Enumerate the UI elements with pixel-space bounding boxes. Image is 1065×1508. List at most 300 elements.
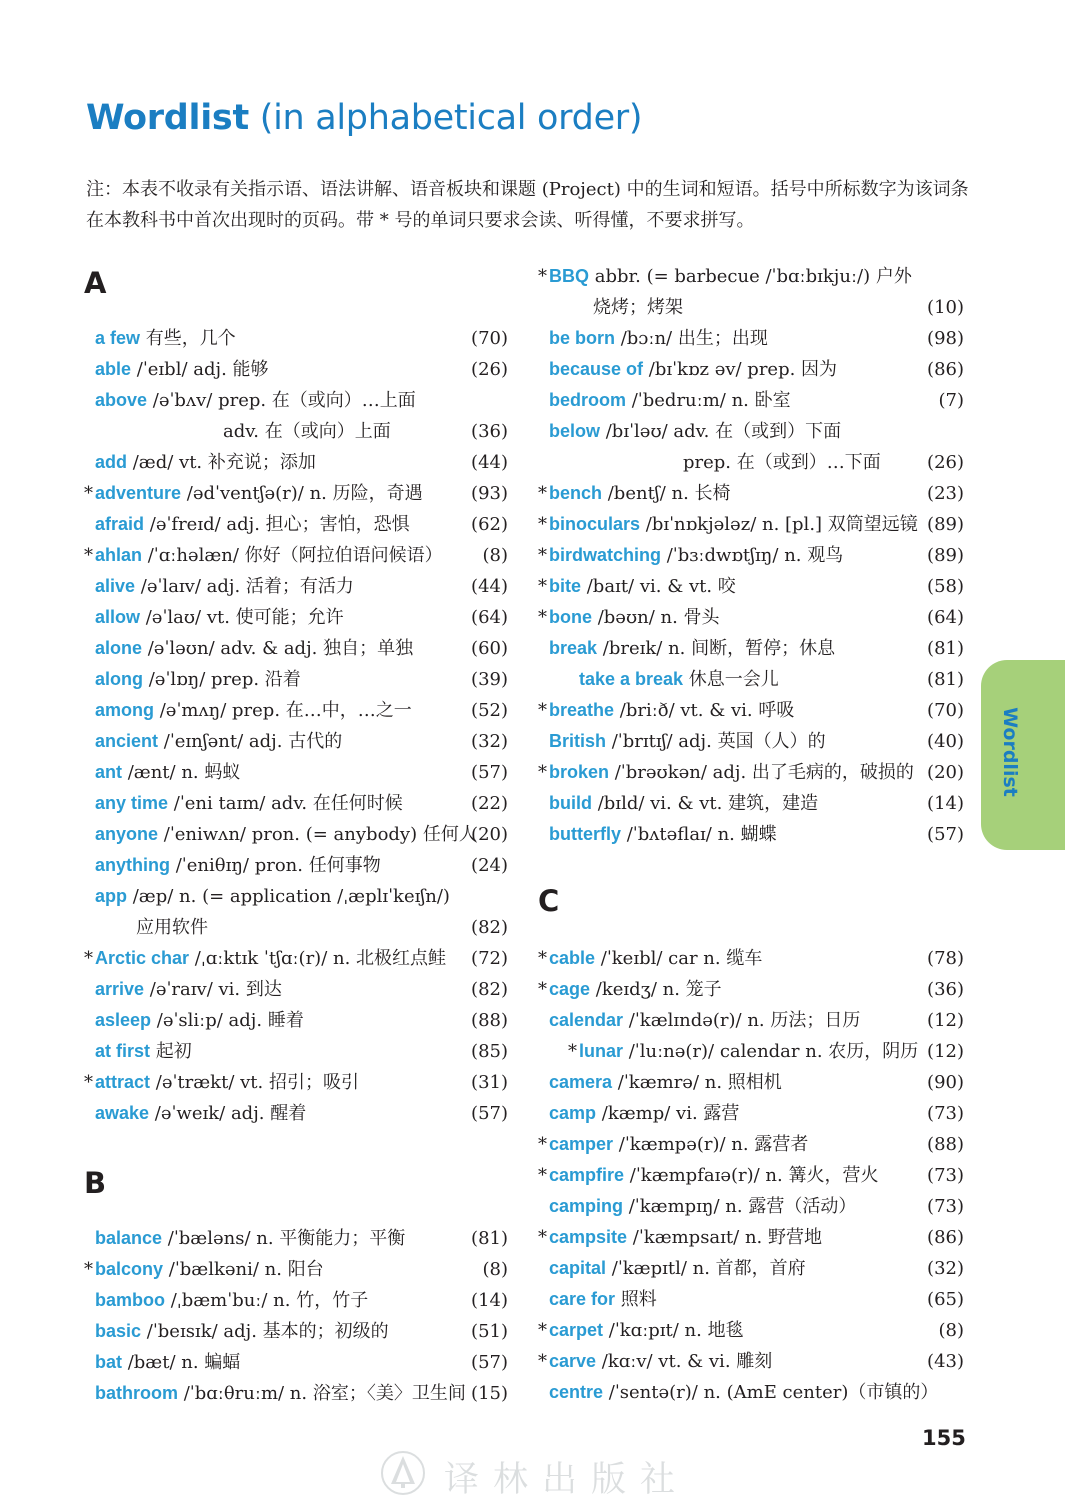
entry-definition: /ˈbrɪtɪʃ/ adj. 英国（人）的	[606, 731, 826, 752]
entry-page: (78)	[927, 948, 964, 969]
entry-page: (15)	[471, 1383, 508, 1404]
entry-definition: /ˈbedruːm/ n. 卧室	[626, 390, 791, 411]
entry-page: (20)	[471, 824, 508, 845]
entry-body	[95, 943, 446, 974]
entry-page: (81)	[927, 638, 964, 659]
headword: carve	[549, 1351, 597, 1371]
entry-definition: /keɪdʒ/ n. 笼子	[590, 979, 722, 1000]
section-letter: C	[538, 884, 560, 918]
entry-body	[549, 571, 736, 602]
headword: centre	[549, 1382, 604, 1402]
entry-definition: /kæmp/ vi. 露营	[596, 1103, 740, 1124]
entry-body	[549, 1191, 856, 1222]
entry-definition: /ədˈventʃə(r)/ n. 历险，奇遇	[181, 483, 423, 504]
headword: add	[95, 452, 128, 472]
headword: butterfly	[549, 824, 621, 844]
entry-body	[549, 509, 918, 540]
star-mark-icon: *	[84, 483, 93, 504]
entry-body	[95, 850, 381, 881]
entry-page: (65)	[927, 1289, 964, 1310]
wordlist-entry	[84, 1378, 508, 1409]
headword: cage	[549, 979, 591, 999]
entry-definition: /ˈbɜːdwɒtʃɪŋ/ n. 观鸟	[661, 545, 844, 566]
wordlist-entry	[84, 447, 508, 478]
entry-page: (85)	[471, 1041, 508, 1062]
headword: bathroom	[95, 1383, 178, 1403]
page-number: 155	[922, 1426, 966, 1450]
headword: any time	[95, 793, 169, 813]
entry-body	[549, 788, 818, 819]
section-letter: B	[84, 1166, 107, 1200]
entry-definition: /ˈeɪnʃənt/ adj. 古代的	[158, 731, 343, 752]
entry-page: (57)	[471, 1103, 508, 1124]
continuation-text: prep. 在（或到）…下面	[683, 452, 881, 473]
wordlist-entry	[538, 416, 964, 447]
headword: carpet	[549, 1320, 604, 1340]
entry-page: (81)	[927, 669, 964, 690]
headword: able	[95, 359, 132, 379]
star-mark-icon: *	[538, 1165, 547, 1186]
wordlist-entry	[538, 726, 964, 757]
wordlist-entry	[84, 1223, 508, 1254]
entry-definition: /əˈraɪv/ vi. 到达	[144, 979, 282, 1000]
entry-body	[95, 385, 416, 416]
headword: campsite	[549, 1227, 628, 1247]
entry-page: (70)	[927, 700, 964, 721]
star-mark-icon: *	[538, 1351, 547, 1372]
entry-continuation	[84, 416, 508, 447]
entry-body	[549, 323, 768, 354]
headword: above	[95, 390, 148, 410]
entry-continuation	[84, 912, 508, 943]
entry-body	[579, 1036, 918, 1067]
entry-body	[95, 757, 240, 788]
entry-body	[95, 323, 236, 354]
entry-body	[549, 416, 841, 447]
entry-definition: abbr. (= barbecue /ˈbɑːbɪkjuː/) 户外	[589, 266, 912, 287]
entry-page: (82)	[471, 979, 508, 1000]
wordlist-entry	[538, 1377, 964, 1408]
entry-body	[95, 1098, 306, 1129]
entry-body	[579, 664, 779, 695]
entry-definition: /ænt/ n. 蚂蚁	[122, 762, 241, 783]
entry-page: (36)	[471, 421, 508, 442]
headword: app	[95, 886, 128, 906]
entry-body	[95, 571, 354, 602]
wordlist-entry	[538, 602, 964, 633]
entry-definition: /ˈsentə(r)/ n. (AmE center)（市镇的）	[603, 1382, 939, 1403]
entry-page: (7)	[938, 390, 964, 411]
star-mark-icon: *	[538, 700, 547, 721]
entry-definition: /əˈbʌv/ prep. 在（或向）…上面	[147, 390, 416, 411]
entry-definition: 照料	[615, 1289, 657, 1310]
wordlist-entry	[84, 1005, 508, 1036]
entry-page: (24)	[471, 855, 508, 876]
entry-page: (93)	[471, 483, 508, 504]
entry-definition: /əˈsliːp/ adj. 睡着	[151, 1010, 304, 1031]
headword: attract	[95, 1072, 151, 1092]
wordlist-entry	[84, 385, 508, 416]
entry-page: (86)	[927, 1227, 964, 1248]
star-mark-icon: *	[538, 545, 547, 566]
entry-definition: /ˈbeɪsɪk/ adj. 基本的；初级的	[141, 1321, 389, 1342]
publisher-watermark	[378, 1448, 698, 1498]
page-title	[86, 98, 642, 138]
wordlist-entry	[84, 323, 508, 354]
headword: lunar	[579, 1041, 624, 1061]
entry-body	[95, 1067, 359, 1098]
entry-page: (57)	[471, 762, 508, 783]
entry-page: (23)	[927, 483, 964, 504]
entry-page: (44)	[471, 452, 508, 473]
headword: bamboo	[95, 1290, 165, 1310]
wordlist-entry	[84, 788, 508, 819]
entry-page: (44)	[471, 576, 508, 597]
wordlist-entry	[84, 1347, 508, 1378]
entry-page: (82)	[471, 917, 508, 938]
entry-body	[95, 881, 450, 912]
entry-page: (14)	[927, 793, 964, 814]
entry-definition: /əˈlaʊ/ vt. 使可能；允许	[140, 607, 344, 628]
headword: alive	[95, 576, 136, 596]
entry-body	[549, 540, 843, 571]
entry-page: (57)	[927, 824, 964, 845]
headword: broken	[549, 762, 610, 782]
entry-definition: /æp/ n. (= application /ˌæplɪˈkeɪʃn/)	[127, 886, 450, 907]
wordlist-entry	[84, 478, 508, 509]
entry-page: (60)	[471, 638, 508, 659]
title-bold: Wordlist	[86, 98, 249, 138]
entry-page: (86)	[927, 359, 964, 380]
entry-page: (26)	[927, 452, 964, 473]
entry-page: (32)	[927, 1258, 964, 1279]
wordlist-entry	[84, 726, 508, 757]
entry-body	[549, 1377, 938, 1408]
headword: British	[549, 731, 607, 751]
wordlist-entry	[538, 1315, 964, 1346]
continuation-text: 烧烤；烤架	[593, 297, 683, 318]
entry-body	[549, 1160, 878, 1191]
star-mark-icon: *	[538, 1227, 547, 1248]
entry-page: (88)	[471, 1010, 508, 1031]
entry-body	[549, 757, 914, 788]
entry-page: (64)	[927, 607, 964, 628]
headword: capital	[549, 1258, 607, 1278]
headword: awake	[95, 1103, 150, 1123]
entry-definition: /ˈkæpɪtl/ n. 首都，首府	[606, 1258, 806, 1279]
wordlist-entry	[538, 385, 964, 416]
headword: anything	[95, 855, 170, 875]
headword: care for	[549, 1289, 616, 1309]
entry-page: (14)	[471, 1290, 508, 1311]
wordlist-entry	[538, 695, 964, 726]
entry-body	[549, 1315, 744, 1346]
entry-body	[95, 1254, 324, 1285]
entry-body	[549, 602, 720, 633]
intro-note: 注：本表不收录有关指示语、语法讲解、语音板块和课题 (Project) 中的生词和短语。括号中所标数字为该词条在本教科书中首次出现时的页码。带 * 号的单词只要求会读、听得懂，不要求拼写。	[86, 179, 969, 231]
headword: at first	[95, 1041, 151, 1061]
entry-page: (73)	[927, 1165, 964, 1186]
entry-definition: /ˌɑːktɪk ˈtʃɑː(r)/ n. 北极红点鲑	[189, 948, 447, 969]
headword: birdwatching	[549, 545, 661, 565]
entry-definition: /ˈeniθɪŋ/ pron. 任何事物	[170, 855, 381, 876]
entry-page: (73)	[927, 1103, 964, 1124]
entry-definition: 休息一会儿	[683, 669, 779, 690]
headword: bench	[549, 483, 603, 503]
entry-definition: /əˈweɪk/ adj. 醒着	[149, 1103, 307, 1124]
wordlist-entry	[538, 571, 964, 602]
entry-page: (72)	[471, 948, 508, 969]
headword: build	[549, 793, 592, 813]
entry-definition: /bəʊn/ n. 骨头	[592, 607, 720, 628]
entry-page: (70)	[471, 328, 508, 349]
entry-body	[95, 1347, 240, 1378]
entry-body	[95, 664, 301, 695]
headword: alone	[95, 638, 143, 658]
entry-body	[549, 819, 777, 850]
entry-page: (22)	[471, 793, 508, 814]
entry-definition: /ˈkæmrə/ n. 照相机	[612, 1072, 782, 1093]
star-mark-icon: *	[538, 514, 547, 535]
entry-page: (73)	[927, 1196, 964, 1217]
headword: Arctic char	[95, 948, 190, 968]
entry-body	[95, 354, 269, 385]
wordlist-entry	[84, 509, 508, 540]
entry-page: (90)	[927, 1072, 964, 1093]
entry-page: (89)	[927, 545, 964, 566]
entry-page: (12)	[927, 1041, 964, 1062]
headword: bedroom	[549, 390, 627, 410]
entry-definition: /ˈeni taɪm/ adv. 在任何时候	[168, 793, 403, 814]
entry-definition: /bɪˈnɒkjələz/ n. [pl.] 双筒望远镜	[640, 514, 918, 535]
entry-definition: /ˈkæmpsaɪt/ n. 野营地	[627, 1227, 822, 1248]
wordlist-entry	[84, 695, 508, 726]
wordlist-entry	[538, 788, 964, 819]
star-mark-icon: *	[84, 545, 93, 566]
headword: camera	[549, 1072, 613, 1092]
entry-body	[549, 261, 912, 292]
headword: bone	[549, 607, 592, 627]
wordlist-entry	[84, 540, 508, 571]
headword: bat	[95, 1352, 122, 1372]
entry-page: (51)	[471, 1321, 508, 1342]
headword: allow	[95, 607, 141, 627]
wordlist-entry	[538, 1129, 964, 1160]
entry-definition: /ˈkeɪbl/ car n. 缆车	[595, 948, 763, 969]
entry-body	[95, 788, 403, 819]
entry-page: (8)	[482, 1259, 508, 1280]
wordlist-entry	[84, 819, 508, 850]
star-mark-icon: *	[84, 948, 93, 969]
wordlist-entry	[84, 664, 508, 695]
headword: calendar	[549, 1010, 624, 1030]
entry-definition: /bæt/ n. 蝙蝠	[122, 1352, 241, 1373]
entry-definition: /ˈbʌtəflaɪ/ n. 蝴蝶	[621, 824, 777, 845]
wordlist-entry	[84, 1067, 508, 1098]
wordlist-entry	[538, 974, 964, 1005]
entry-definition: /ˈbæləns/ n. 平衡能力；平衡	[162, 1228, 406, 1249]
wordlist-entry	[568, 1036, 964, 1067]
wordlist-entry	[538, 509, 964, 540]
entry-page: (43)	[927, 1351, 964, 1372]
continuation-text: 应用软件	[136, 917, 208, 938]
entry-definition: /briːð/ vt. & vi. 呼吸	[614, 700, 795, 721]
entry-body	[549, 1005, 860, 1036]
headword: along	[95, 669, 143, 689]
entry-page: (88)	[927, 1134, 964, 1155]
headword: breathe	[549, 700, 615, 720]
wordlist-entry	[538, 1284, 964, 1315]
entry-body	[95, 633, 413, 664]
entry-body	[95, 1316, 389, 1347]
entry-definition: /baɪt/ vi. & vt. 咬	[581, 576, 736, 597]
entry-body	[549, 726, 826, 757]
headword: ant	[95, 762, 122, 782]
entry-definition: /əˈfreɪd/ adj. 担心；害怕，恐惧	[144, 514, 410, 535]
entry-continuation	[538, 447, 964, 478]
entry-page: (26)	[471, 359, 508, 380]
entry-body	[95, 1378, 466, 1409]
entry-page: (20)	[927, 762, 964, 783]
wordlist-entry	[84, 850, 508, 881]
title-rest: (in alphabetical order)	[248, 98, 643, 138]
entry-body	[95, 602, 344, 633]
entry-definition: /əˈmʌŋ/ prep. 在…中，…之一	[154, 700, 412, 721]
star-mark-icon: *	[538, 979, 547, 1000]
watermark-text: 译林出版社	[444, 1460, 690, 1500]
wordlist-entry	[84, 974, 508, 1005]
wordlist-entry	[538, 1191, 964, 1222]
entry-page: (89)	[927, 514, 964, 535]
entry-body	[549, 478, 731, 509]
entry-definition: /bɪld/ vi. & vt. 建筑，建造	[592, 793, 819, 814]
entry-body	[95, 695, 412, 726]
entry-body	[95, 1005, 304, 1036]
entry-body	[549, 1346, 772, 1377]
wordlist-entry	[84, 1036, 508, 1067]
entry-page: (40)	[927, 731, 964, 752]
wordlist-entry	[84, 1316, 508, 1347]
entry-body	[95, 726, 342, 757]
wordlist-entry	[538, 1005, 964, 1036]
wordlist-entry	[84, 1285, 508, 1316]
headword: break	[549, 638, 598, 658]
entry-definition: /ˈɑːhəlæn/ 你好（阿拉伯语问候语）	[142, 545, 443, 566]
star-mark-icon: *	[538, 576, 547, 597]
entry-page: (32)	[471, 731, 508, 752]
wordlist-entry	[538, 1346, 964, 1377]
wordlist-entry	[538, 1098, 964, 1129]
entry-definition: /ˈbælkəni/ n. 阳台	[163, 1259, 324, 1280]
entry-page: (58)	[927, 576, 964, 597]
entry-page: (62)	[471, 514, 508, 535]
wordlist-entry	[538, 757, 964, 788]
side-tab	[981, 660, 1065, 850]
headword: asleep	[95, 1010, 152, 1030]
star-mark-icon: *	[538, 948, 547, 969]
entry-page: (8)	[938, 1320, 964, 1341]
wordlist-entry	[84, 1098, 508, 1129]
section-letter: A	[84, 266, 107, 300]
entry-definition: /ˈluːnə(r)/ calendar n. 农历，阴历	[623, 1041, 919, 1062]
entry-body	[95, 1223, 405, 1254]
entry-body	[549, 354, 837, 385]
headword: balance	[95, 1228, 163, 1248]
headword: camper	[549, 1134, 614, 1154]
entry-definition: /ˈeɪbl/ adj. 能够	[131, 359, 269, 380]
entry-body	[549, 1067, 782, 1098]
entry-body	[549, 1284, 657, 1315]
wordlist-entry	[84, 881, 508, 912]
headword: anyone	[95, 824, 159, 844]
entry-body	[549, 1098, 739, 1129]
headword: BBQ	[549, 266, 589, 286]
wordlist-entry	[84, 1254, 508, 1285]
star-mark-icon: *	[538, 266, 547, 287]
entry-page: (64)	[471, 607, 508, 628]
entry-body	[95, 819, 477, 850]
headword: balcony	[95, 1259, 164, 1279]
headword: arrive	[95, 979, 145, 999]
entry-body	[549, 695, 794, 726]
entry-definition: /əˈləʊn/ adv. & adj. 独自；单独	[142, 638, 414, 659]
entry-body	[549, 974, 722, 1005]
entry-definition: /ˈkælɪndə(r)/ n. 历法；日历	[623, 1010, 861, 1031]
headword: campfire	[549, 1165, 625, 1185]
entry-body	[95, 509, 410, 540]
entry-definition: /əˈtrækt/ vt. 招引；吸引	[150, 1072, 359, 1093]
headword: take a break	[579, 669, 684, 689]
headword: basic	[95, 1321, 142, 1341]
wordlist-entry	[84, 602, 508, 633]
headword: a few	[95, 328, 141, 348]
entry-body	[95, 478, 423, 509]
entry-page: (52)	[471, 700, 508, 721]
continuation-text: adv. 在（或向）上面	[223, 421, 391, 442]
entry-body	[95, 540, 443, 571]
wordlist-entry	[538, 540, 964, 571]
headword: cable	[549, 948, 596, 968]
star-mark-icon: *	[84, 1072, 93, 1093]
wordlist-entry	[538, 1160, 964, 1191]
entry-definition: /breɪk/ n. 间断，暂停；休息	[597, 638, 836, 659]
wordlist-entry	[538, 633, 964, 664]
star-mark-icon: *	[538, 1134, 547, 1155]
star-mark-icon: *	[84, 1259, 93, 1280]
entry-body	[95, 447, 316, 478]
headword: because of	[549, 359, 644, 379]
star-mark-icon: *	[538, 607, 547, 628]
headword: adventure	[95, 483, 182, 503]
headword: camp	[549, 1103, 597, 1123]
wordlist-entry	[84, 571, 508, 602]
entry-body	[549, 1222, 822, 1253]
entry-body	[549, 633, 835, 664]
wordlist-entry	[84, 633, 508, 664]
wordlist-entry	[538, 261, 964, 292]
entry-definition: /ˈbɑːθruːm/ n. 浴室；〈美〉卫生间	[178, 1383, 466, 1404]
entry-page: (81)	[471, 1228, 508, 1249]
wordlist-entry	[84, 943, 508, 974]
entry-definition: /ˈkæmpfaɪə(r)/ n. 篝火，营火	[624, 1165, 879, 1186]
star-mark-icon: *	[538, 483, 547, 504]
entry-page: (98)	[927, 328, 964, 349]
entry-page: (12)	[927, 1010, 964, 1031]
entry-page: (31)	[471, 1072, 508, 1093]
wordlist-entry	[538, 819, 964, 850]
headword: bite	[549, 576, 582, 596]
entry-definition: /bɔːn/ 出生；出现	[615, 328, 768, 349]
